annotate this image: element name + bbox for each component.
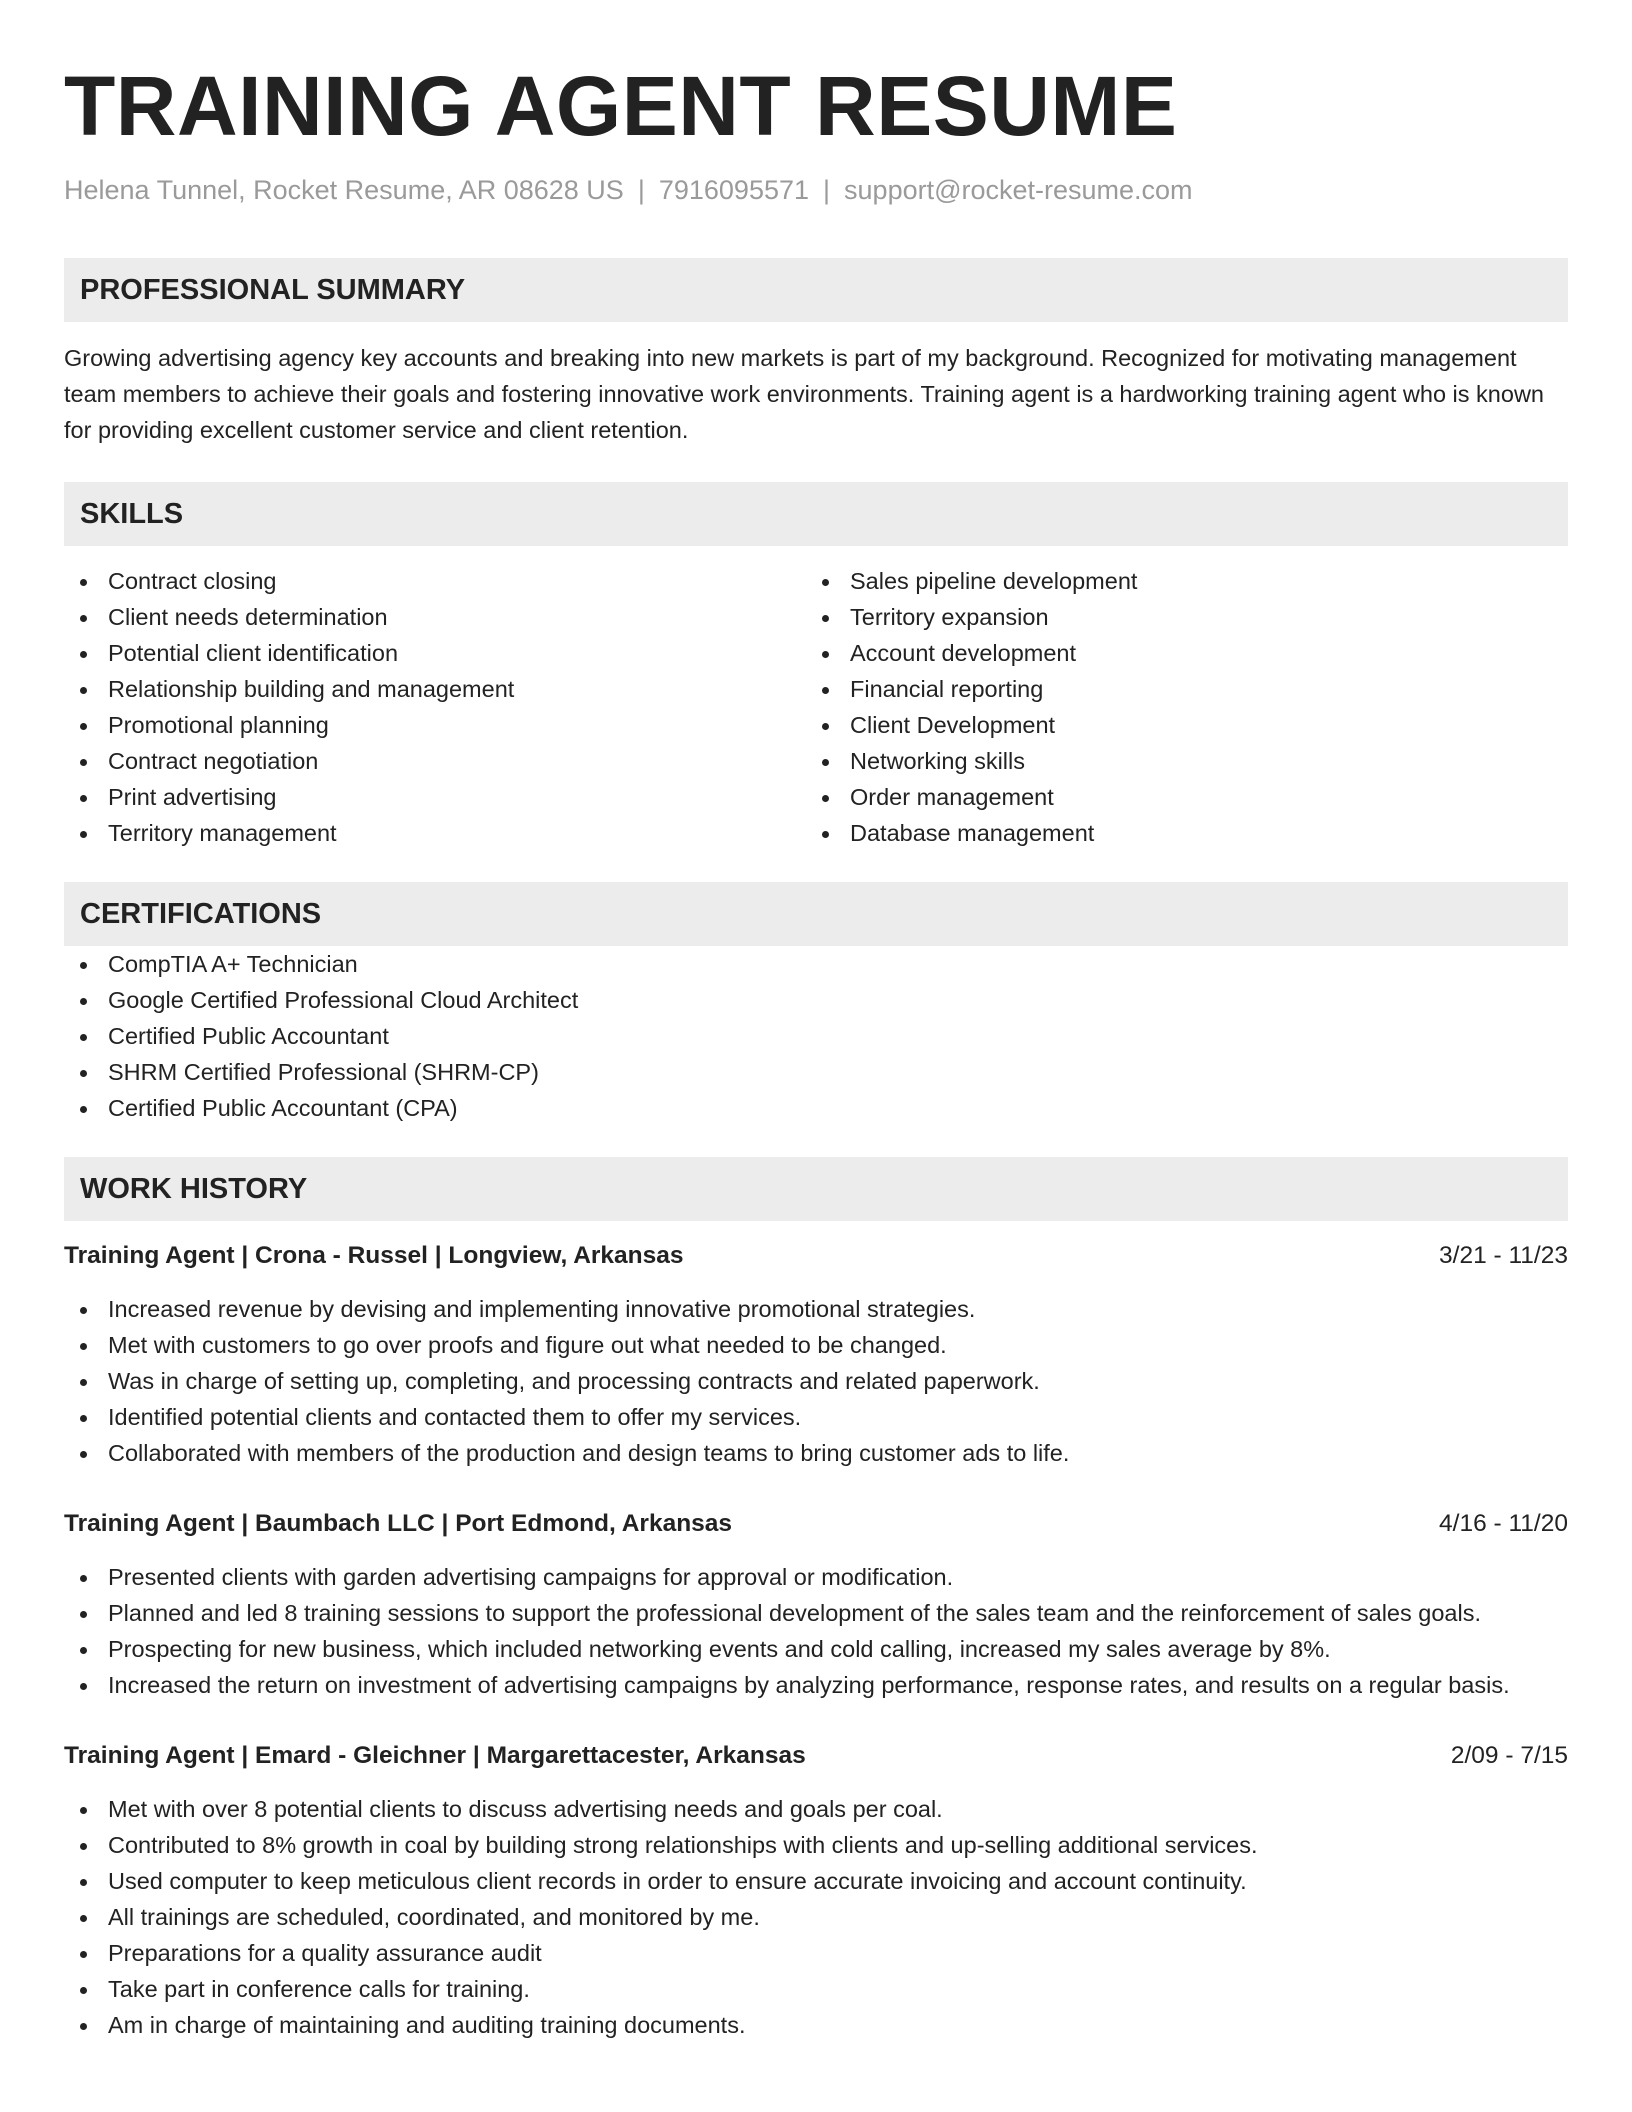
resume-title: TRAINING AGENT RESUME xyxy=(64,59,1178,153)
summary-text: Growing advertising agency key accounts and breaking into new markets is part of my background. Recognized for motivating management team members to achieve their goals and fostering innovative work environments. Training agent is a hardworking training agent who is known for providing excellent customer service and client retention. xyxy=(64,345,1544,443)
job-header xyxy=(64,1738,1568,1774)
job-bullet: Planned and led 8 training sessions to support the professional development of the sales team and the reinforcement of sales goals. xyxy=(64,1595,1568,1631)
job-title: Training Agent | Crona - Russel | Longview, Arkansas xyxy=(64,1242,684,1269)
job-dates: 3/21 - 11/23 xyxy=(1439,1242,1568,1269)
job-bullet: Prospecting for new business, which included networking events and cold calling, increased my sales average by 8%. xyxy=(64,1631,1568,1667)
contact-email: support@rocket-resume.com xyxy=(844,175,1193,205)
summary-heading: PROFESSIONAL SUMMARY xyxy=(64,258,1568,322)
job-title: Training Agent | Emard - Gleichner | Margarettacester, Arkansas xyxy=(64,1742,806,1769)
skill-item: Account development xyxy=(806,635,1548,671)
job-bullet: Increased revenue by devising and implementing innovative promotional strategies. xyxy=(64,1291,1568,1327)
skills-column-right xyxy=(806,563,1548,851)
certification-item: CompTIA A+ Technician xyxy=(64,946,1568,982)
job-title: Training Agent | Baumbach LLC | Port Edmond, Arkansas xyxy=(64,1510,733,1537)
job-bullet: All trainings are scheduled, coordinated, and monitored by me. xyxy=(64,1899,1568,1935)
job-header xyxy=(64,1238,1568,1274)
certification-item: SHRM Certified Professional (SHRM-CP) xyxy=(64,1054,1568,1090)
job-bullet: Am in charge of maintaining and auditing training documents. xyxy=(64,2007,1568,2043)
skill-item: Client Development xyxy=(806,707,1548,743)
skill-item: Database management xyxy=(806,815,1548,851)
job-bullets xyxy=(64,1291,1568,1471)
work-history-heading: WORK HISTORY xyxy=(64,1157,1568,1221)
job-bullet: Met with over 8 potential clients to discuss advertising needs and goals per coal. xyxy=(64,1791,1568,1827)
job-header xyxy=(64,1506,1568,1542)
contact-address: Helena Tunnel, Rocket Resume, AR 08628 US xyxy=(64,175,624,205)
skill-item: Territory management xyxy=(64,815,806,851)
skill-item: Potential client identification xyxy=(64,635,806,671)
job-entry xyxy=(64,1738,1568,2043)
skill-item: Order management xyxy=(806,779,1548,815)
certifications-list xyxy=(64,946,1568,1126)
job-bullet: Preparations for a quality assurance audit xyxy=(64,1935,1568,1971)
skill-item: Relationship building and management xyxy=(64,671,806,707)
job-bullet: Identified potential clients and contacted them to offer my services. xyxy=(64,1399,1568,1435)
job-bullet: Met with customers to go over proofs and figure out what needed to be changed. xyxy=(64,1327,1568,1363)
certification-item: Google Certified Professional Cloud Architect xyxy=(64,982,1568,1018)
job-dates: 4/16 - 11/20 xyxy=(1439,1510,1568,1537)
certifications-heading: CERTIFICATIONS xyxy=(64,882,1568,946)
job-bullet: Was in charge of setting up, completing, and processing contracts and related paperwork. xyxy=(64,1363,1568,1399)
job-bullets xyxy=(64,1791,1568,2043)
certification-item: Certified Public Accountant (CPA) xyxy=(64,1090,1568,1126)
resume-page xyxy=(64,0,1568,2043)
contact-phone: 7916095571 xyxy=(658,175,810,205)
skill-item: Client needs determination xyxy=(64,599,806,635)
job-bullet: Take part in conference calls for training. xyxy=(64,1971,1568,2007)
skill-item: Contract negotiation xyxy=(64,743,806,779)
skill-item: Financial reporting xyxy=(806,671,1548,707)
skills-list xyxy=(64,563,1568,851)
contact-separator: | xyxy=(823,175,831,205)
skills-column-left xyxy=(64,563,806,851)
job-bullet: Increased the return on investment of advertising campaigns by analyzing performance, response rates, and results on a regular basis. xyxy=(64,1667,1568,1703)
job-bullet: Presented clients with garden advertising campaigns for approval or modification. xyxy=(64,1559,1568,1595)
job-bullet: Contributed to 8% growth in coal by building strong relationships with clients and up-selling additional services. xyxy=(64,1827,1568,1863)
certification-item: Certified Public Accountant xyxy=(64,1018,1568,1054)
skill-item: Contract closing xyxy=(64,563,806,599)
job-bullet: Collaborated with members of the production and design teams to bring customer ads to life. xyxy=(64,1435,1568,1471)
contact-separator: | xyxy=(637,175,645,205)
job-entry xyxy=(64,1238,1568,1471)
skill-item: Networking skills xyxy=(806,743,1548,779)
job-bullet: Used computer to keep meticulous client records in order to ensure accurate invoicing and account continuity. xyxy=(64,1863,1568,1899)
skill-item: Promotional planning xyxy=(64,707,806,743)
job-bullets xyxy=(64,1559,1568,1703)
skill-item: Sales pipeline development xyxy=(806,563,1548,599)
contact-line xyxy=(64,172,1568,208)
skills-heading: SKILLS xyxy=(64,482,1568,546)
skill-item: Print advertising xyxy=(64,779,806,815)
job-dates: 2/09 - 7/15 xyxy=(1450,1742,1568,1769)
skill-item: Territory expansion xyxy=(806,599,1548,635)
job-entry xyxy=(64,1506,1568,1703)
